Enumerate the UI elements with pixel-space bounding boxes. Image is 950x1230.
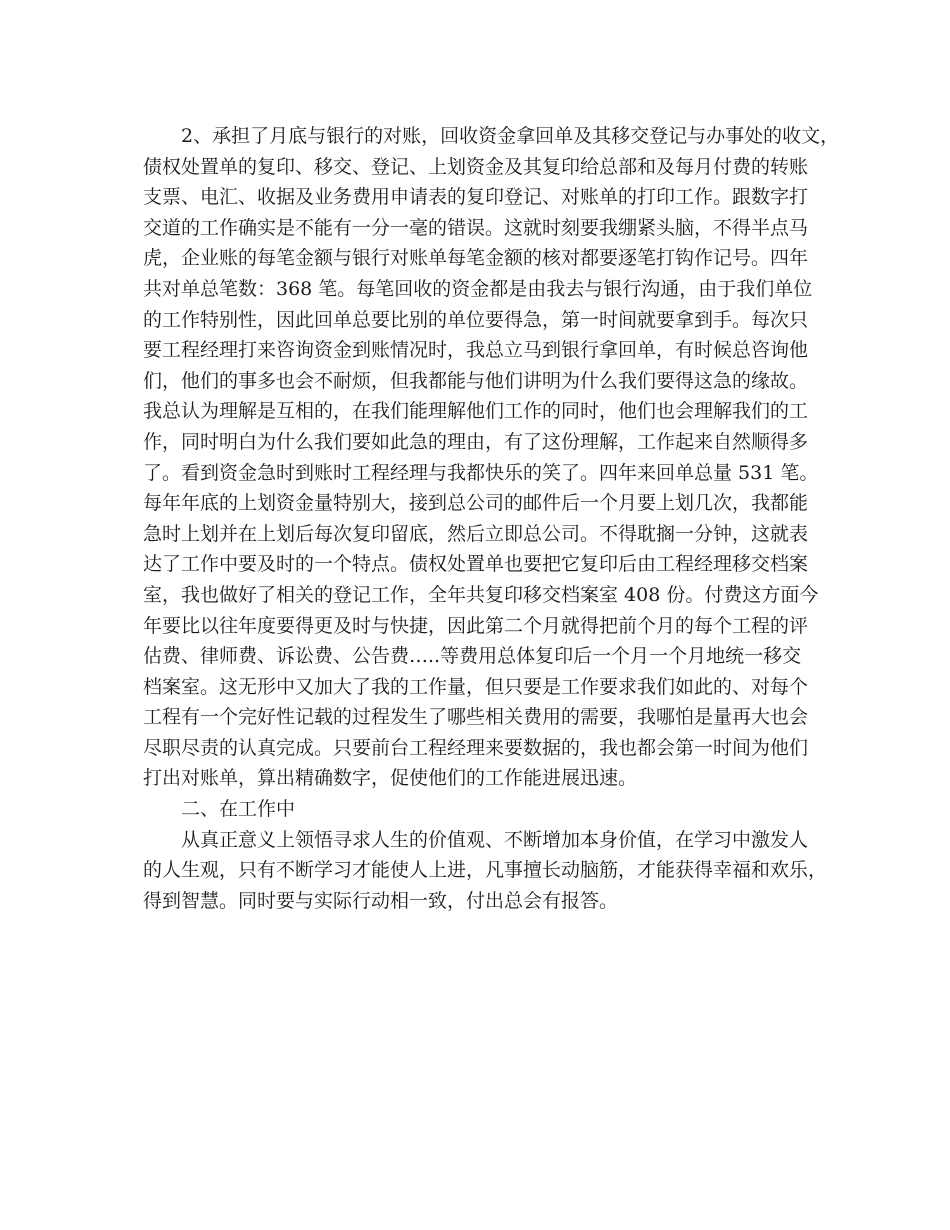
body-text: [143, 121, 840, 916]
text-line: 达了工作中要及时的一个特点。债权处置单也要把它复印后由工程经理移交档案: [143, 553, 809, 576]
text-line: 从真正意义上领悟寻求人生的价值观、不断增加本身价值，在学习中激发人: [181, 828, 809, 851]
text-line: 估费、律师费、诉讼费、公告费…..等费用总体复印后一个月一个月地统一移交: [143, 645, 802, 668]
text-line: 档案室。这无形中又加大了我的工作量，但只要是工作要求我们如此的、对每个: [143, 675, 809, 698]
section-heading-text: 二、在工作中: [181, 798, 296, 821]
text-line: 们，他们的事多也会不耐烦，但我都能与他们讲明为什么我们要得这急的缘故。: [143, 369, 809, 392]
text-line: 室，我也做好了相关的登记工作，全年共复印移交档案室 408 份。付费这方面今: [143, 583, 819, 606]
text-line: 债权处置单的复印、移交、登记、上划资金及其复印给总部和及每月付费的转账: [143, 155, 809, 178]
text-line: 尽职尽责的认真完成。只要前台工程经理来要数据的，我也都会第一时间为他们: [143, 736, 809, 759]
text-line: 每年年底的上划资金量特别大，接到总公司的邮件后一个月要上划几次，我都能: [143, 492, 809, 515]
text-line: 得到智慧。同时要与实际行动相一致，付出总会有报答。: [143, 889, 619, 912]
section-heading: [143, 794, 823, 825]
text-line: 我总认为理解是互相的，在我们能理解他们工作的同时，他们也会理解我们的工: [143, 400, 809, 423]
text-line: 作，同时明白为什么我们要如此急的理由，有了这份理解，工作起来自然顺得多: [143, 430, 809, 453]
text-line: 打出对账单，算出精确数字，促使他们的工作能进展迅速。: [143, 767, 638, 790]
text-line: 共对单总笔数：368 笔。每笔回收的资金都是由我去与银行沟通，由于我们单位: [143, 277, 813, 300]
text-line: 的人生观，只有不断学习才能使人上进，凡事擅长动脑筋，才能获得幸福和欢乐，: [143, 859, 828, 882]
text-line: 2、承担了月底与银行的对账，回收资金拿回单及其移交登记与办事处的收文，: [181, 125, 840, 147]
text-line: 的工作特别性，因此回单总要比别的单位要得急，第一时间就要拿到手。每次只: [143, 308, 809, 331]
text-line: 要工程经理打来咨询资金到账情况时，我总立马到银行拿回单，有时候总咨询他: [143, 339, 809, 362]
paragraph-learning: [143, 825, 828, 917]
text-line: 支票、电汇、收据及业务费用申请表的复印登记、对账单的打印工作。跟数字打: [143, 186, 809, 209]
text-line: 工程有一个完好性记载的过程发生了哪些相关费用的需要，我哪怕是量再大也会: [143, 706, 809, 729]
text-line: 交道的工作确实是不能有一分一毫的错误。这就时刻要我绷紧头脑，不得半点马: [143, 216, 809, 239]
paragraph-reconciliation: [143, 121, 840, 794]
text-line: 了。看到资金急时到账时工程经理与我都快乐的笑了。四年来回单总量 531 笔。: [143, 461, 819, 484]
text-line: 虎，企业账的每笔金额与银行对账单每笔金额的核对都要逐笔打钩作记号。四年: [143, 247, 809, 270]
text-line: 年要比以往年度要得更及时与快捷，因此第二个月就得把前个月的每个工程的评: [143, 614, 809, 637]
text-line: 急时上划并在上划后每次复印留底，然后立即总公司。不得耽搁一分钟，这就表: [143, 522, 809, 545]
